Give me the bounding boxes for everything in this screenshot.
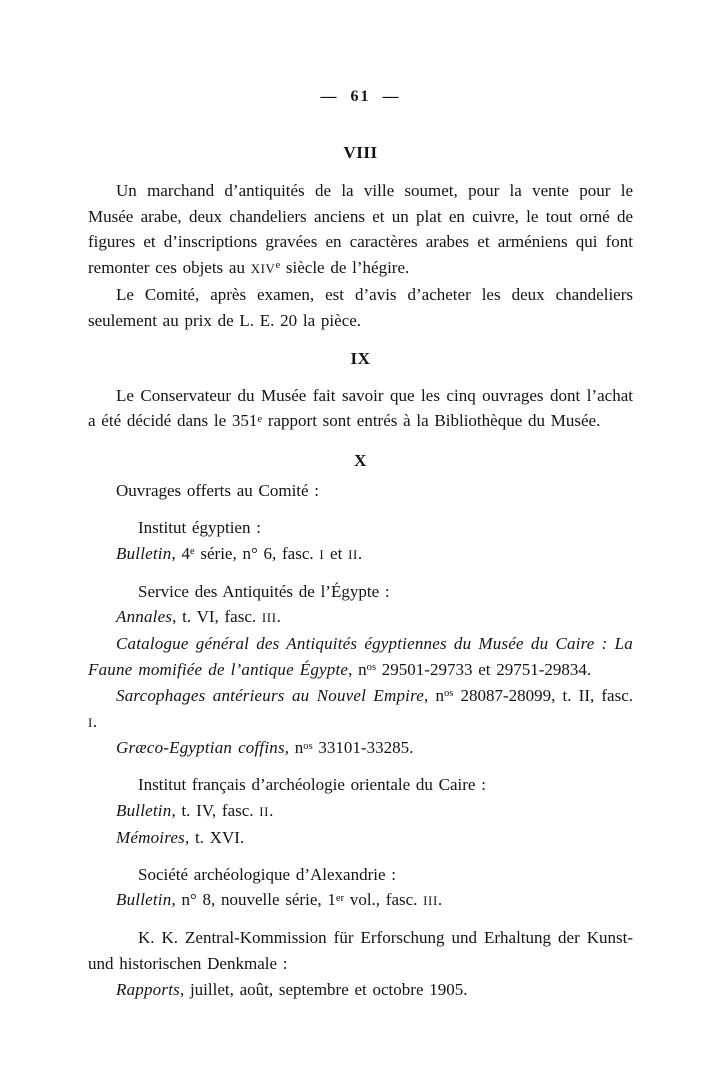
entry-memoires: Mémoires, t. XVI. [116,827,245,847]
institution-kk-zentral-kommission: K. K. Zentral-Kommission für Erforschung und Erhaltung der Kunst- und historischen Denkmale : [88,928,633,973]
section-ix [88,349,633,435]
entry-annales: Annales, t. VI, fasc. III. [116,607,281,627]
entry-bulletin-alexandrie: Bulletin, n° 8, nouvelle série, 1er vol., fasc. III. [116,890,443,910]
entry-bulletin-institut-egyptien: Bulletin, 4e série, n° 6, fasc. I et II. [116,543,363,563]
page-number-header: — 61 — [320,88,401,105]
entry-rapports: Rapports, juillet, août, septembre et octobre 1905. [116,979,468,999]
section-viii-heading: VIII [343,142,378,162]
institution-institut-egyptien: Institut égyptien : [138,517,261,537]
section-viii-paragraph-2: Le Comité, après examen, est d’avis d’acheter les deux chandeliers seulement au prix de L. E. 20 la pièce. [88,284,633,330]
section-viii-paragraph-1: Un marchand d’antiquités de la ville soumet, pour la vente pour le Musée arabe, deux chandeliers anciens et un plat en cuivre, le tout orné de figures et d’inscriptions gravées en caractères arabes et arméniens qui font remonter ces objets au XIVe siècle de l’hégire. [88,180,633,278]
entry-graeco-egyptian-coffins: Græco-Egyptian coffins, $n^{os}$ 33101-33285. [116,738,414,758]
section-ix-paragraph-1: Le Conservateur du Musée fait savoir que les cinq ouvrages dont l’achat a été décidé dans le 351e rapport sont entrés à la Bibliothèque du Musée. [88,385,633,431]
entry-bulletin-ifao: Bulletin, t. IV, fasc. II. [116,800,274,820]
entry-catalogue-general: Catalogue général des Antiquités égyptiennes du Musée du Caire : La Faune momifiée de l’antique Égypte, $n^{os}$ 29501-29733 et 29751-29834. [88,634,633,679]
offered-works-intro: Ouvrages offerts au Comité : [116,481,320,501]
section-x [88,451,633,1002]
institution-service-antiquites: Service des Antiquités de l’Égypte : [138,581,390,601]
section-ix-heading: IX [350,348,371,368]
institution-ifao-caire: Institut français d’archéologie orientale du Caire : [138,775,486,795]
institution-societe-alexandrie: Société archéologique d’Alexandrie : [138,864,396,884]
section-x-heading: X [354,451,367,471]
entry-sarcophages: Sarcophages antérieurs au Nouvel Empire, $n^{os}$ 28087-28099, t. II, fasc. I. [88,685,633,731]
section-viii [88,143,633,334]
